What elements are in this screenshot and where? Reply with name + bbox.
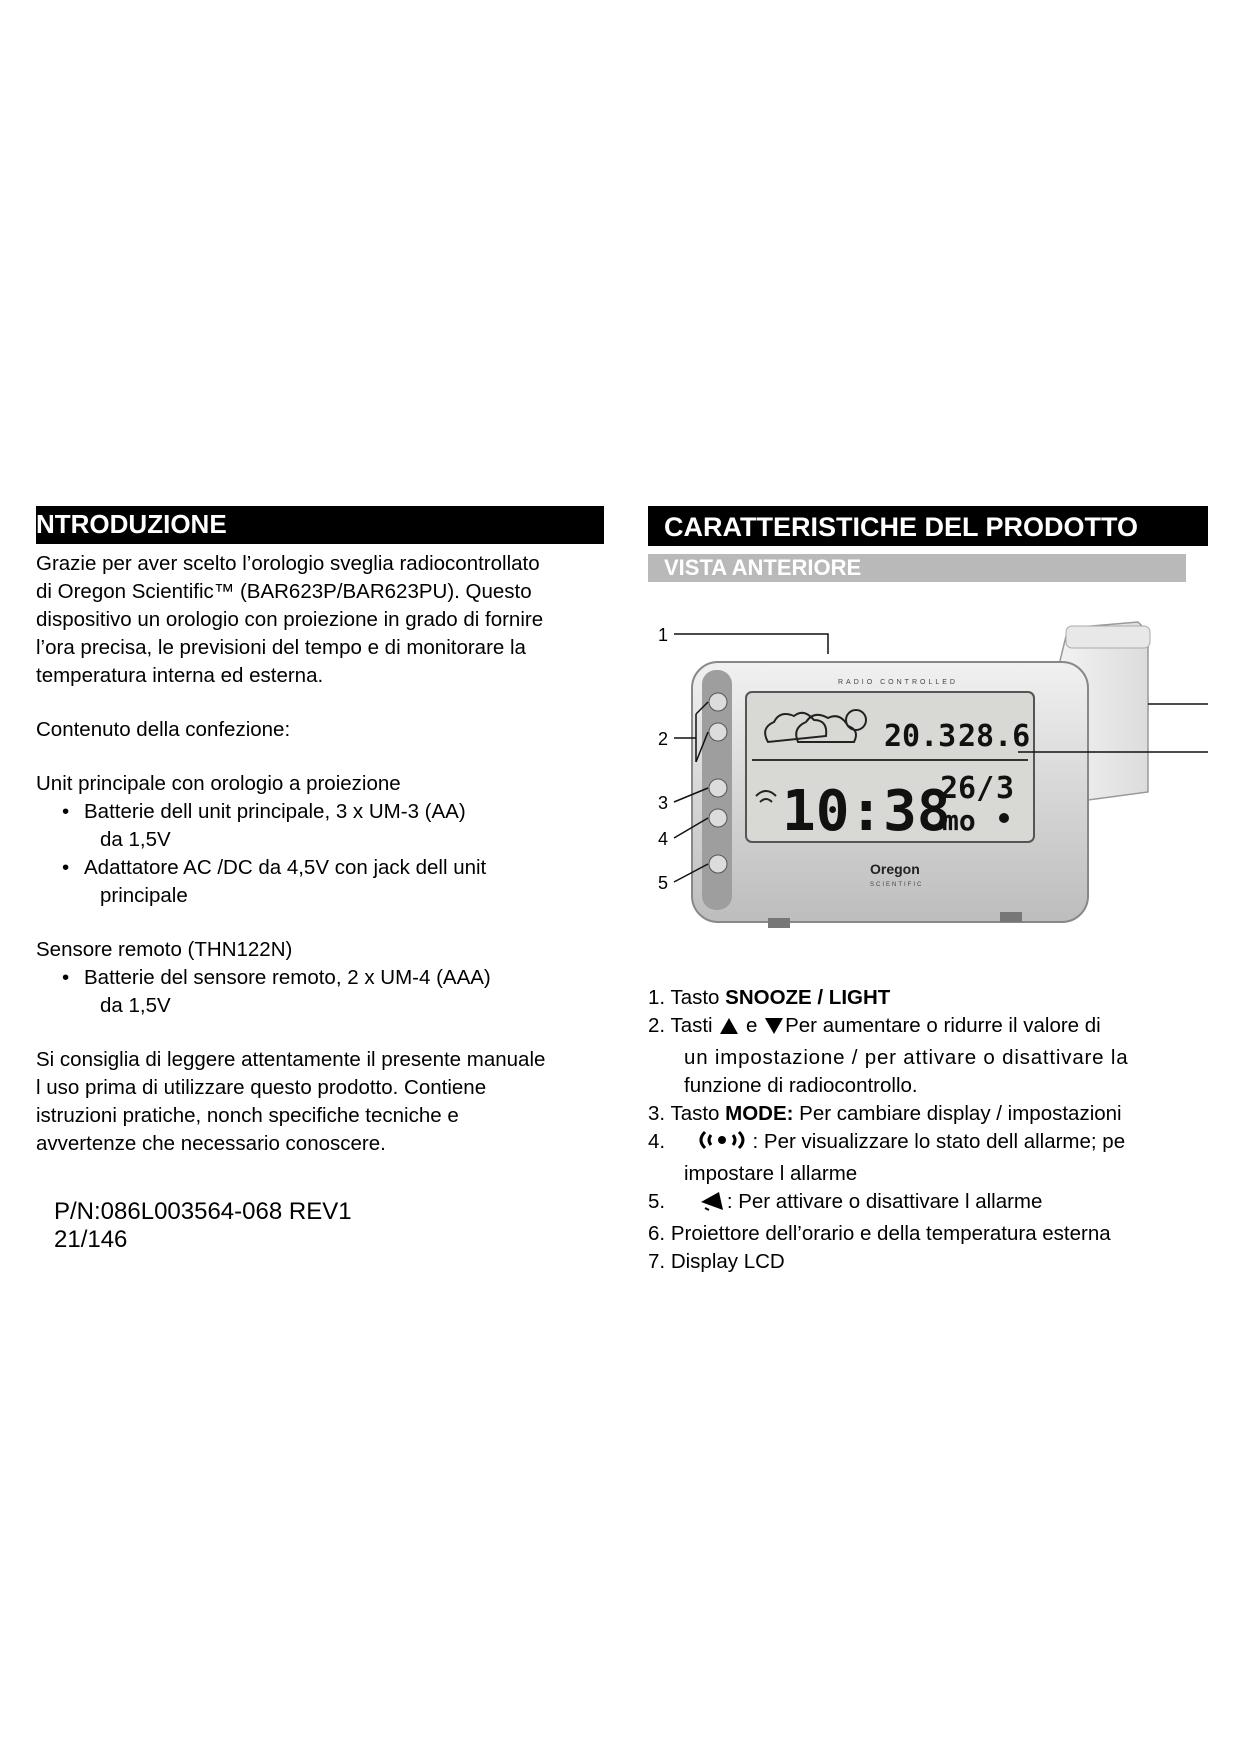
- list-item-continued: da 1,5V: [100, 994, 171, 1017]
- front-view-figure: [648, 592, 1208, 962]
- advice-paragraph: [36, 1046, 604, 1158]
- front-view-subheading: VISTA ANTERIORE: [648, 554, 1186, 582]
- list-item-continued: principale: [100, 884, 188, 907]
- up-arrow-icon: [718, 1016, 740, 1044]
- list-item: 4. : Per visualizzare lo stato dell allarme; pe: [648, 1128, 1208, 1160]
- main-unit-item: Unit principale con orologio a proiezione: [36, 772, 401, 795]
- text-line: Si consiglia di leggere attentamente il presente manuale: [36, 1048, 546, 1071]
- clock-illustration: [648, 592, 1208, 962]
- lcd-time: 10:38: [782, 779, 951, 844]
- sensor-item: Sensore remoto (THN122N): [36, 938, 293, 961]
- callout-label: 2: [658, 729, 669, 749]
- foot-right: [1000, 912, 1022, 922]
- down-arrow-icon: [763, 1016, 785, 1044]
- lcd-date: 26/: [940, 771, 995, 806]
- list-item: • Batterie del sensore remoto, 2 x UM-4 (AAA): [62, 966, 491, 989]
- mode-button: [709, 779, 727, 797]
- part-number: P/N:086L003564-068 REV1: [54, 1198, 352, 1225]
- lcd-month: mo: [942, 804, 976, 837]
- lcd-dot: [999, 813, 1009, 823]
- list-item: • Batterie dell unit principale, 3 x UM-3 (AA): [62, 800, 466, 823]
- projector-head: [1066, 626, 1150, 648]
- intro-paragraph: [36, 550, 604, 690]
- text-line: l’ora precisa, le previsioni del tempo e di monitorare la: [36, 636, 526, 659]
- alarm-toggle-icon: [697, 1188, 727, 1220]
- list-item: 1. Tasto SNOOZE / LIGHT: [648, 986, 891, 1009]
- alarm-toggle-button: [709, 855, 727, 873]
- lcd-outdoor-temp: 28.6: [958, 719, 1031, 754]
- list-item: 5. : Per attivare o disattivare l allarme: [648, 1188, 1208, 1220]
- list-item: 6. Proiettore dell’orario e della temperatura esterna: [648, 1222, 1111, 1245]
- radio-controlled-label: RADIO CONTROLLED: [838, 679, 958, 686]
- text-line: di Oregon Scientific™ (BAR623P/BAR623PU). Questo: [36, 580, 532, 603]
- text-line: dispositivo un orologio con proiezione in grado di fornire: [36, 608, 544, 631]
- intro-section: [36, 506, 604, 1253]
- brand-subtitle: SCIENTIFIC: [870, 882, 924, 888]
- features-section: [648, 506, 1208, 1276]
- list-item-continued: un impostazione / per attivare o disattivare la: [684, 1046, 1129, 1069]
- intro-heading: NTRODUZIONE: [36, 506, 604, 544]
- contents-label: Contenuto della confezione:: [36, 718, 291, 741]
- text-line: l uso prima di utilizzare questo prodotto. Contiene: [36, 1076, 487, 1099]
- up-down-button: [709, 723, 727, 741]
- page-number: 21/146: [54, 1226, 128, 1253]
- list-item-continued: impostare l allarme: [684, 1162, 858, 1185]
- features-heading: CARATTERISTICHE DEL PRODOTTO: [648, 506, 1208, 546]
- list-item: 3. Tasto MODE: Per cambiare display / impostazioni: [648, 1102, 1122, 1125]
- callout-label: 4: [658, 829, 669, 849]
- list-item: • Adattatore AC /DC da 4,5V con jack dell unit: [62, 856, 487, 879]
- foot-left: [768, 918, 790, 928]
- text-line: Grazie per aver scelto l’orologio sveglia radiocontrollato: [36, 552, 540, 575]
- callout-label: 5: [658, 873, 669, 893]
- list-item: 2. Tasti e Per aumentare o ridurre il valore di: [648, 1012, 1208, 1044]
- alarm-status-icon: [697, 1128, 747, 1160]
- lcd-indoor-temp: 20.3: [884, 719, 957, 754]
- brand-logo: Oregon: [870, 861, 920, 877]
- feature-list: [648, 984, 1208, 1276]
- alarm-status-button: [709, 809, 727, 827]
- callout-label: 1: [658, 625, 669, 645]
- text-line: temperatura interna ed esterna.: [36, 664, 324, 687]
- text-line: avvertenze che necessario conoscere.: [36, 1132, 386, 1155]
- lcd-day: 3: [996, 771, 1015, 806]
- list-item-continued: da 1,5V: [100, 828, 171, 851]
- list-item-continued: funzione di radiocontrollo.: [684, 1074, 918, 1097]
- text-line: istruzioni pratiche, nonch specifiche tecniche e: [36, 1104, 459, 1127]
- callout-label: 3: [658, 793, 669, 813]
- snooze-light-button: [709, 693, 727, 711]
- list-item: 7. Display LCD: [648, 1250, 785, 1273]
